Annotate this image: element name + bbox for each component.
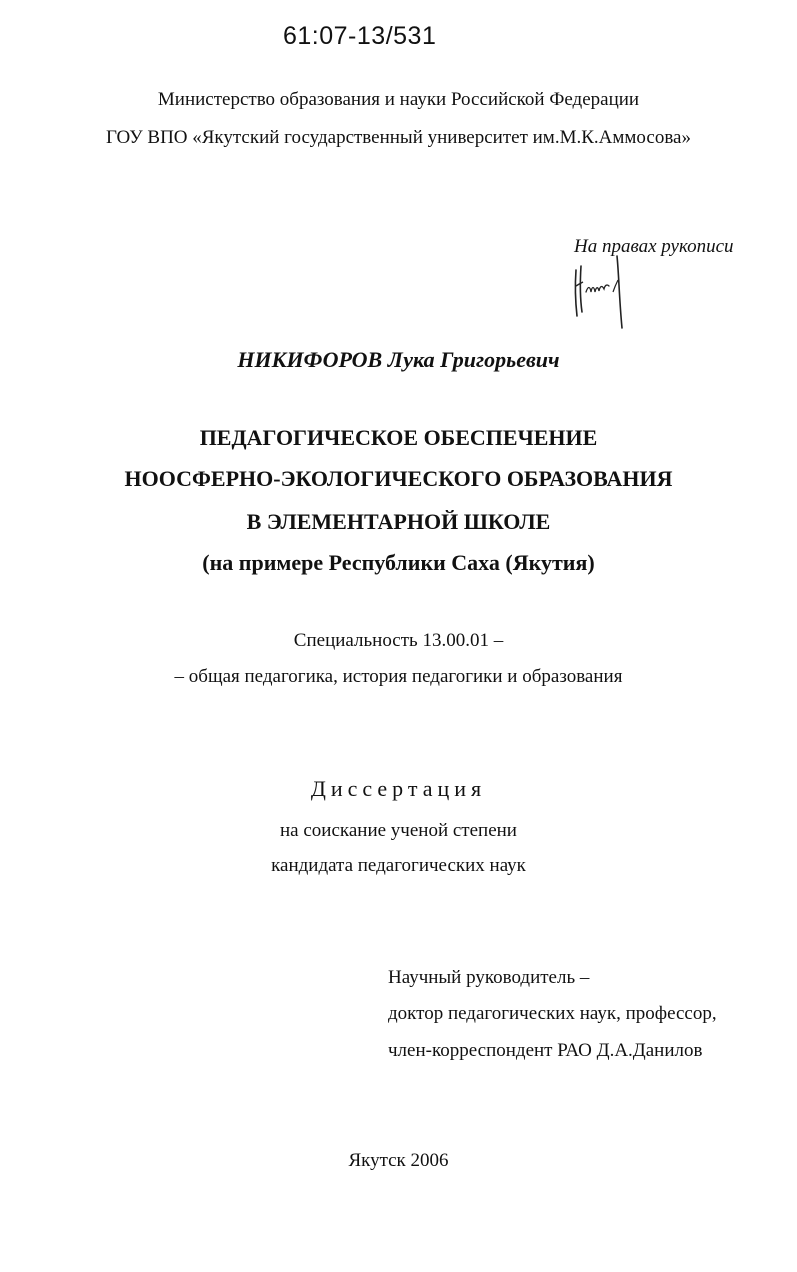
specialty-line-1: Специальность 13.00.01 – xyxy=(293,630,504,651)
supervisor-line-2: доктор педагогических наук, профессор, xyxy=(388,1003,717,1024)
place-year: Якутск 2006 xyxy=(348,1150,449,1171)
archive-code: 61:07-13/531 xyxy=(283,22,437,50)
ministry-line: Министерство образования и науки Российской Федерации xyxy=(157,89,640,110)
title-line-3: В ЭЛЕМЕНТАРНОЙ ШКОЛЕ xyxy=(246,509,551,534)
title-line-2: НООСФЕРНО-ЭКОЛОГИЧЕСКОГО ОБРАЗОВАНИЯ xyxy=(124,466,673,491)
specialty-line-2: – общая педагогика, история педагогики и образования xyxy=(174,666,623,687)
supervisor-line-1: Научный руководитель – xyxy=(388,967,590,988)
title-line-4: (на примере Республики Саха (Якутия) xyxy=(202,550,595,575)
author-name: НИКИФОРОВ Лука Григорьевич xyxy=(237,347,560,372)
university-line: ГОУ ВПО «Якутский государственный университет им.М.К.Аммосова» xyxy=(106,127,691,148)
degree-line-2: кандидата педагогических наук xyxy=(271,855,526,876)
manuscript-note: На правах рукописи xyxy=(574,236,734,257)
supervisor-line-3: член-корреспондент РАО Д.А.Данилов xyxy=(388,1040,703,1061)
degree-line-1: на соискание ученой степени xyxy=(280,820,517,841)
title-line-1: ПЕДАГОГИЧЕСКОЕ ОБЕСПЕЧЕНИЕ xyxy=(199,425,598,450)
handwritten-signature xyxy=(566,252,630,330)
document-type: Диссертация xyxy=(310,776,487,801)
